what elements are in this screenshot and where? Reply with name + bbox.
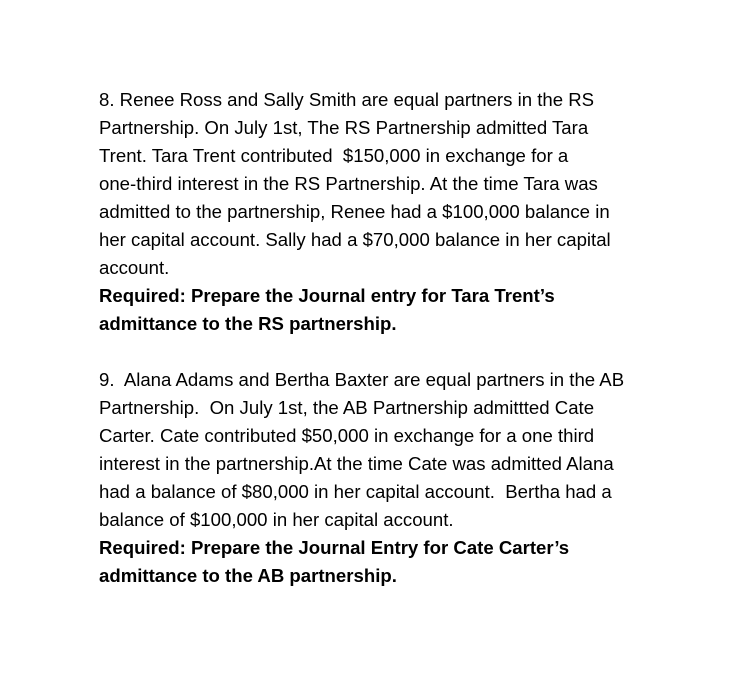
text-line: Trent. Tara Trent contributed $150,000 in exchange for a — [99, 145, 569, 166]
problem-9 — [99, 366, 739, 590]
text-line: Partnership. On July 1st, The RS Partnership admitted Tara — [99, 117, 589, 138]
text-line: 9. Alana Adams and Bertha Baxter are equal partners in the AB — [99, 369, 625, 390]
text-line: her capital account. Sally had a $70,000 balance in her capital — [99, 229, 611, 250]
problem-8 — [99, 86, 739, 338]
text-line: admitted to the partnership, Renee had a $100,000 balance in — [99, 201, 610, 222]
required-line: admittance to the RS partnership. — [99, 313, 397, 334]
problem-9-required — [99, 534, 739, 590]
text-line: interest in the partnership.At the time Cate was admitted Alana — [99, 453, 614, 474]
required-line: Required: Prepare the Journal entry for Tara Trent’s — [99, 285, 555, 306]
required-line: Required: Prepare the Journal Entry for Cate Carter’s — [99, 537, 570, 558]
document-page — [99, 86, 739, 590]
problem-8-text — [99, 86, 739, 282]
text-line: account. — [99, 257, 170, 278]
problem-8-required — [99, 282, 739, 338]
text-line: Carter. Cate contributed $50,000 in exchange for a one third — [99, 425, 595, 446]
text-line: 8. Renee Ross and Sally Smith are equal partners in the RS — [99, 89, 595, 110]
text-line: had a balance of $80,000 in her capital account. Bertha had a — [99, 481, 612, 502]
required-line: admittance to the AB partnership. — [99, 565, 397, 586]
text-line: one-third interest in the RS Partnership. At the time Tara was — [99, 173, 598, 194]
text-line: Partnership. On July 1st, the AB Partnership admittted Cate — [99, 397, 595, 418]
problem-9-text — [99, 366, 739, 534]
text-line: balance of $100,000 in her capital account. — [99, 509, 454, 530]
